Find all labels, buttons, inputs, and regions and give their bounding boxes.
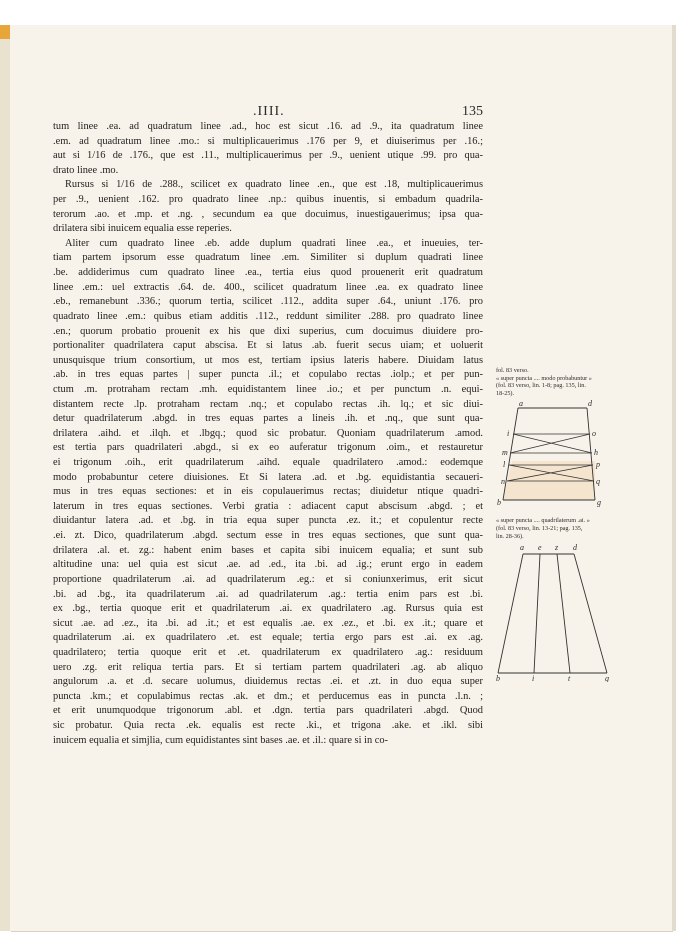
text-line: detur quadrilaterum .abgd. in tres equas partes a lineis .ih. et .nq., que sunt qua- (53, 413, 483, 425)
figure-label: g (597, 498, 601, 508)
text-line: drilatera .aihd. et .ilqh. et .lbgq.; quod sic probatur. Quoniam quadrilaterum .amod. (53, 427, 483, 439)
margin-note-line: 18-25). (496, 389, 515, 397)
figure-label: i (507, 429, 510, 439)
figure-label: p (596, 460, 600, 470)
text-line: sicut .ae. ad .ez., ita .bi. ad .it.; et est equalis .ae. ex .ez., et .bi. ex .it.; quare et (53, 617, 483, 629)
margin-column (496, 367, 646, 682)
margin-note-line: (fol. 83 verso, lin. 13-21; pag. 135, (496, 524, 583, 532)
text-line: et erit unumquodque trigonorum .abl. et .dgn. tertia pars quadrilateri .abgd. Quod (53, 705, 483, 717)
text-line: tiam partem ipsorum esse quadratum linee .em. Similiter si duplum quadrati linee (53, 252, 483, 264)
text-line: drato linee .mo. (53, 164, 119, 176)
figure-label: q (596, 477, 600, 487)
text-line: drilatera sibi inuicem equalia esse reperies. (53, 223, 232, 235)
margin-note-line: « super puncta .... quadrilaterum .ai. » (496, 517, 590, 525)
text-line: est tertia pars quadrilateri .abgd., si ex eo auferatur trigonum .oim., et restauretur (53, 442, 483, 454)
running-title: .IIII. (253, 104, 285, 119)
text-line: .em. ad quadratum linee .mo.: si multiplicauerimus .176 per 9, et diuiserimus per .16.; (53, 135, 483, 147)
text-line: Aliter cum quadrato linee .eb. adde duplum quadrati linee .ea., et inueuies, ter- (65, 237, 483, 249)
text-line: ex .bg., tertia quoque erit et quadrilaterum .ai. ex quadrilatero .ag. Rursus quia est (53, 603, 483, 615)
figure-label: z (555, 543, 559, 553)
body-text (53, 120, 483, 748)
page-edge-left (0, 25, 10, 931)
figure-label: m (502, 448, 508, 458)
text-line: distantem recte .lp. protraham rectam .nq.; et copulabo rectas .ih. lq.; et sic diui- (53, 398, 483, 410)
text-line: .ab. in tres equas partes | super puncta .il.; et copulabo rectas .iolp.; et per pun- (53, 369, 483, 381)
figure-line (557, 554, 570, 673)
text-line: per .9., uenient .162. pro quadrato linee .np.: quibus inuentis, si embadum quadrila- (53, 194, 483, 206)
text-line: diuidantur latera .ad. et .bg. in tria equa super puncta .ez. it.; et copulentur recte (53, 515, 483, 527)
figure-label: a (519, 399, 523, 409)
text-line: sic probatur. Quia recta .ek. equalis est recte .ki., et trigona .ake. et .ikl. sibi (53, 719, 483, 731)
figure-label: b (497, 498, 501, 508)
margin-note-line: fol. 83 verso. (496, 367, 529, 374)
text-line: aut si 1/16 de .176., que est .11., multiplicauerimus per .9., uenient utique .99. pro qua- (53, 150, 483, 162)
text-line: .bi. ad .bg., ita quadrilaterum .ai. ad quadrilaterum .ag.: tertia enim pars est .bi. (53, 588, 483, 600)
text-line: ctum .m. protraham rectam .mh. equidistantem linee .io.; et per punctum .n. equi- (53, 383, 483, 395)
text-line: uero .zg. erit reliqua tertia pars. Et si tertiam partem quadrilateri .ag. ab aliquo (53, 661, 483, 673)
page-tab (0, 25, 10, 39)
page-edge-right (672, 25, 676, 931)
figure-quadrilateral-division (496, 399, 606, 511)
margin-note-line: « super puncta .... modo probabuntur » (496, 374, 592, 382)
text-line: mus in tres equas sectiones: et in eis copulauerimus rectas; diuidetur ntique quadri- (53, 486, 483, 498)
text-line: quadrato linee .em.: quibus etiam additis .112., reddunt similiter .288. pro quadrato linee (53, 310, 483, 322)
text-line: unusquisque trium consortium, ut mos est, tertiam ipsius lateris habere. Diuidam latus (53, 354, 483, 366)
text-line: angulorum .a. et .d. secare uolumus, diuidemus rectas .ei. et .zt. in duo equa super (53, 676, 483, 688)
text-line: altitudine una: uel quia est sicut .ae. ad .ed., ita .bi. ad .ig.; erunt ergo in eadem (53, 559, 483, 571)
figure-label: a (520, 543, 524, 553)
text-line: inuicem equalia et simjlia, cum equidistantes sint bases .ae. et .il.: quare si in co- (53, 734, 389, 746)
figure-line (498, 554, 523, 673)
text-line: quadrilatero; tertia quoque erit et .et. quadrilaterum ex quadrilatero .ag.: residuum (53, 646, 483, 658)
page-number: 135 (462, 104, 483, 119)
margin-note-2 (496, 517, 646, 540)
text-line: portionaliter quadrilatera caput abscisa. Et si latus .ab. fuerit secus uiam; et uoluerit (53, 340, 483, 352)
figure-label: t (568, 674, 571, 683)
figure-label: b (496, 674, 500, 683)
text-line: laterum in tres equas sectiones. Verbi gratia : adiacent caput abscisum .abgd. ; et (53, 500, 483, 512)
text-line: .en.; quorum probatio prouenit ex his que dixi superius, cum docuimus diuidere pro- (53, 325, 483, 337)
margin-note-1 (496, 367, 646, 397)
text-line: .ei. zt. Dico, quadrilaterum .abgd. sectum esse in tres equas sectiones, que sunt qua- (53, 530, 483, 542)
figure-label: i (532, 674, 535, 683)
text-line: drilatera .al. et. zg.: habent enim bases et capita sibi inuicem equalia; et sunt sub (53, 544, 483, 556)
text-line: modo probabuntur cetere diuisiones. Et Si latera .ad. et .bg. equidistantia secaueri- (53, 471, 483, 483)
figure-line (510, 434, 590, 453)
figure-label: h (594, 448, 598, 458)
figure-label: d (588, 399, 592, 409)
figure-label: n (501, 477, 505, 487)
text-line: .be. addiderimus cum quadrato linee .ea., tertia eius quod prouenerit erit quadratum (53, 267, 483, 279)
margin-note-line: (fol. 83 verso, lin. 1-8; pag. 135, lin. (496, 382, 586, 390)
figure-label: l (503, 460, 506, 470)
text-line: ei trigonum .oih., erit quadrilaterum .aihd. equale quadrilatero .amod.: eodemque (53, 457, 483, 469)
text-line: proportione quadrilaterum .ai. ad quadrilaterum .eg.: et si coniunxerimus, erit sicut (53, 573, 483, 585)
figure-label: o (592, 429, 596, 439)
figure-quadrilateral-thirds (496, 542, 616, 682)
figure-line (513, 434, 592, 453)
text-line: .eb., remanebunt .336.; quorum tertia, scilicet .112., addita super .64., uniunt .176. pro (53, 296, 483, 308)
text-line: linee .em.: uel extractis .64. de. 400., scilicet quadratum linee .ea. ex quadrato linee (53, 281, 483, 293)
text-line: terorum .ao. et .mp. et .ng. , secundum ea que docuimus, inuestigauerimus; ipsa qua- (53, 208, 483, 220)
figure-line (574, 554, 607, 673)
text-line: Rursus si 1/16 de .288., scilicet ex quadrato linee .en., que est .18, multiplicauerimus (65, 179, 483, 191)
text-line: puncta .km.; et copulabimus rectas .ak. et dm.; et perducemus eas in puncta .l.n. ; (53, 690, 483, 702)
figure-line (534, 554, 540, 673)
text-line: tum linee .ea. ad quadratum linee .ad., hoc est sicut .16. ad .9., ita quadratum linee (53, 121, 483, 132)
figure-label: d (573, 543, 577, 553)
margin-note-line: lin. 28-36). (496, 532, 524, 540)
figure-label: g (605, 674, 609, 683)
figure-label: e (538, 543, 542, 553)
text-line: quadrilaterum .ai. ex quadrilatero .et. est equale; tertia ergo pars est .ai. ex .ag. (53, 632, 483, 644)
